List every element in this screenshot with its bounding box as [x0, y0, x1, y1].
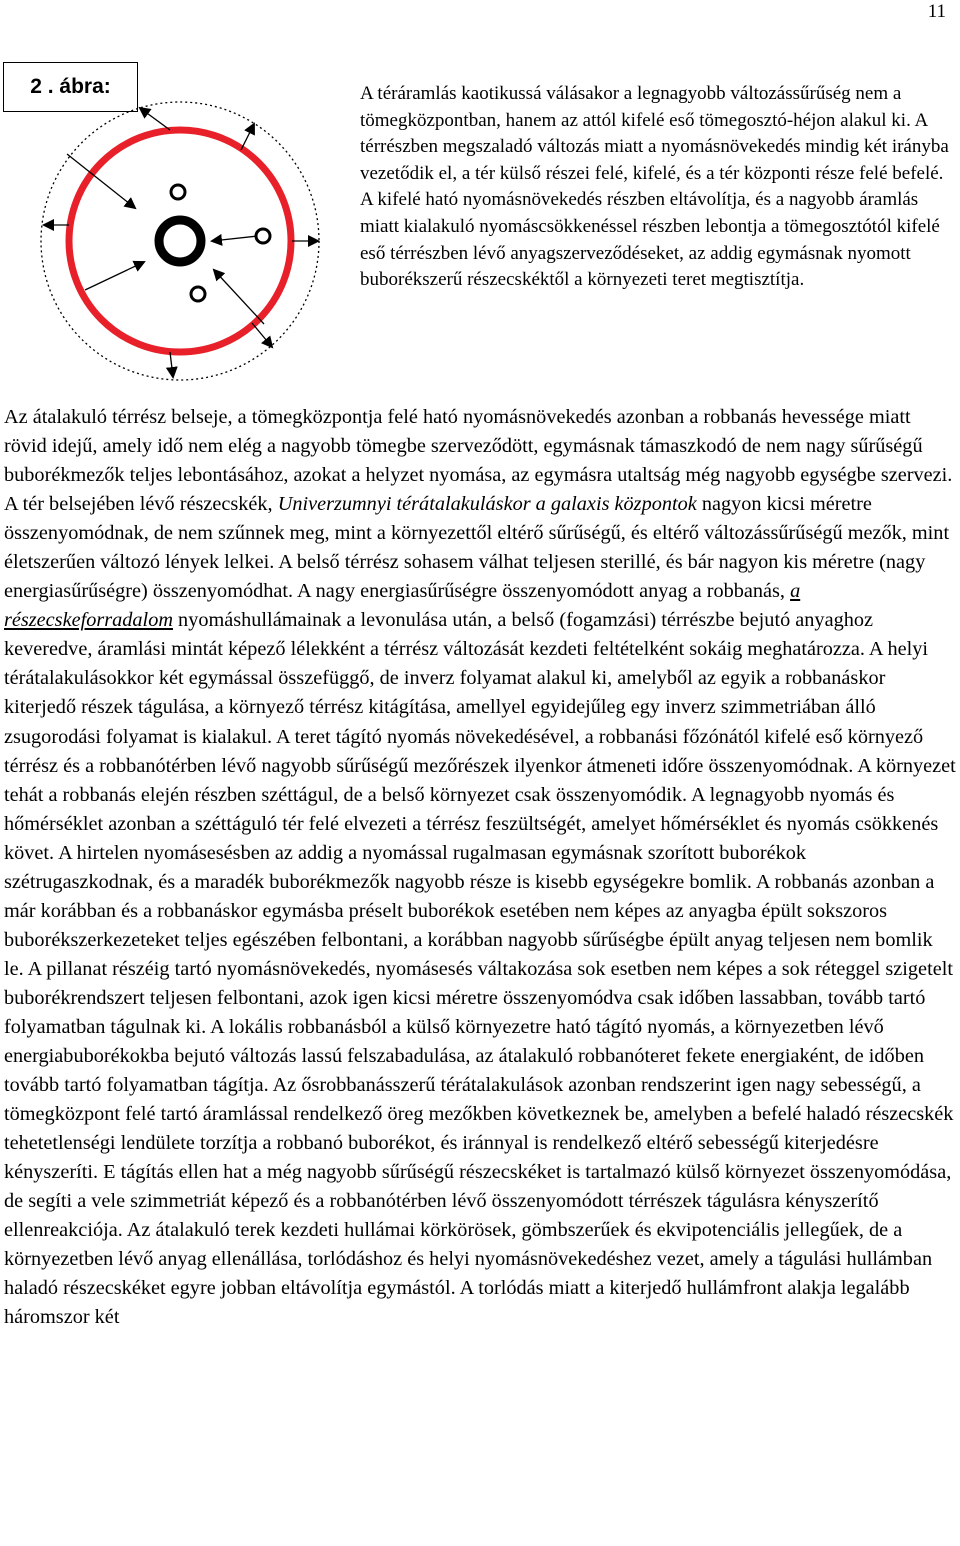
body-text-part-2: nagyon kicsi méretre összenyomódnak, de nem szűnnek meg, mint a környezettől eltérő sűrűségű, és eltérő változássűrűségű mezők, mint életszerűen változó lények lelkei. A belső térrész sohasem válhat teljesen sterillé, és bár nagyon kis méretre (nagy energiasűrűségre) összenyomódhat. A nagy energiasűrűségre összenyomódott anyag a robbanás,: [4, 493, 950, 603]
reszecskeforradalom-link[interactable]: a részecskeforradalom: [4, 580, 801, 632]
body-italic-phrase: Univerzumnyi térátalakuláskor a galaxis központok: [277, 493, 697, 516]
page-number: 11: [927, 1, 946, 22]
figure-label: 2 . ábra:: [3, 62, 138, 112]
body-text-part-3: nyomáshullámainak a levonulása után, a belső (fogamzási) térrészbe bejutó anyaghoz keveredve, áramlási mintát képező lélekként a térrész változását kezdeti feltételként sokáig meghatározza. A helyi térátalakulásokkor két egymással összefüggő, de inverz folyamat alakul ki, amelyből az egyik a robbanáskor kiterjedő részek tágulása, a környező térrész kitágítása, amellyel egyidejűleg egy inverz szimmetriában álló zsugorodási folyamat is kialakul. A teret tágító nyomás növekedésével, a robbanási főzónától kifelé eső környező térrész és a robbanótérben lévő nagyobb sűrűségű mezőrészek ilyenkor átmeneti időre összenyomódnak. A környezet tehát a robbanás elején részben széttágul, de a belső környezet csak összenyomódik. A legnagyobb nyomás és hőmérséklet azonban a széttáguló tér felé elvezeti a térrész feszültségét, amelyet hőmérséklet és nyomás csökkenés követ. A hirtelen nyomásesésben az addig a nyomással rugalmasan egymásnak szorított buborékok szétrugaszkodnak, és a maradék buborékmezők nagyobb része is kisebb egységekre bomlik. A robbanás azonban a már korábban és a robbanáskor egymásba préselt buborékok esetében nem képes az anyagba épült sokszoros buborékszerkezeteket teljes egészében felbontani, a korábban nagyobb sűrűségbe épült anyag teljesen nem bomlik le. A pillanat részéig tartó nyomásnövekedés, nyomásesés váltakozása sok esetben nem képes a sok réteggel szigetelt buborékrendszert teljesen felbontani, azok igen kicsi méretre összenyomódva csak időben lassabban, tovább tartó folyamatban tágulnak ki. A lokális robbanásból a külső környezetre ható tágító nyomás, a környezetben lévő energiabuborékokba bejutó változás lassú felszabadulása, az átalakuló robbanóteret fekete energiaként, de időben tovább tartó folyamatban tágítja. Az ősrobbanásszerű térátalakulások azonban rendszerint igen nagy sebességű, a tömegközpont felé tartó áramlással rendelkező öreg mezőkben következnek be, amelyben a befelé haladó részecskék tehetetlenségi lendülete torzítja a robbanó buborékot, és iránnyal is rendelkező eltérő sebességű kiterjedésre kényszeríti. E tágítás ellen hat a még nagyobb sűrűségű részecskéket is tartalmazó külső környezet összenyomódása, de segíti a vele szimmetriát képező és a robbanótérben lévő összenyomódott térrészek tágulásra kényszerítő ellenreakciója. Az átalakuló terek kezdeti hullámai körkörösek, gömbszerűek és ekvipotenciális jellegűek, de a környezetben lévő anyag ellenállása, torlódáshoz és helyi nyomásnövekedéshez vezet, amely a tágulási hullámban haladó részecskéket egyre jobban eltávolítja egymástól. A torlódás miatt a kiterjedő hullámfront alakja legalább háromszor két: [4, 609, 956, 1329]
body-paragraph: [4, 403, 956, 1333]
center-mass-icon: [159, 220, 201, 262]
body-text-part-1: Az átalakuló térrész belseje, a tömegközpontja felé ható nyomásnövekedés azonban a robbanás hevessége miatt rövid idejű, amely idő nem elég a nagyobb tömegbe szerveződött, egymásnak támaszkodó de nem nagy sűrűségű buborékmezők teljes lebontásához, azokat a helyzet nyomása, az egymásra utaltság még nagyobb egységbe szervezi. A tér belsejében lévő részecskék,: [4, 406, 953, 516]
figure-caption: A téráramlás kaotikussá válásakor a legnagyobb változássűrűség nem a tömegközpontban, hanem az attól kifelé eső tömegosztó-héjon alakul ki. A térrészben megszaladó változás miatt a nyomásnövekedés mindig két irányba vezetődik el, a tér külső részei felé, kifelé, és a tér központi része felé befelé. A kifelé ható nyomásnövekedés részben eltávolítja, és a nagyobb áramlás miatt kialakuló nyomáscsökkenéssel részben lebontja a tömegosztótól kifelé eső térrészben lévő anyagszerveződéseket, az addig egymásnak nyomott buborékszerű részecskéktől a környezeti teret megtisztítja.: [360, 83, 949, 291]
figure-diagram: [0, 0, 360, 400]
